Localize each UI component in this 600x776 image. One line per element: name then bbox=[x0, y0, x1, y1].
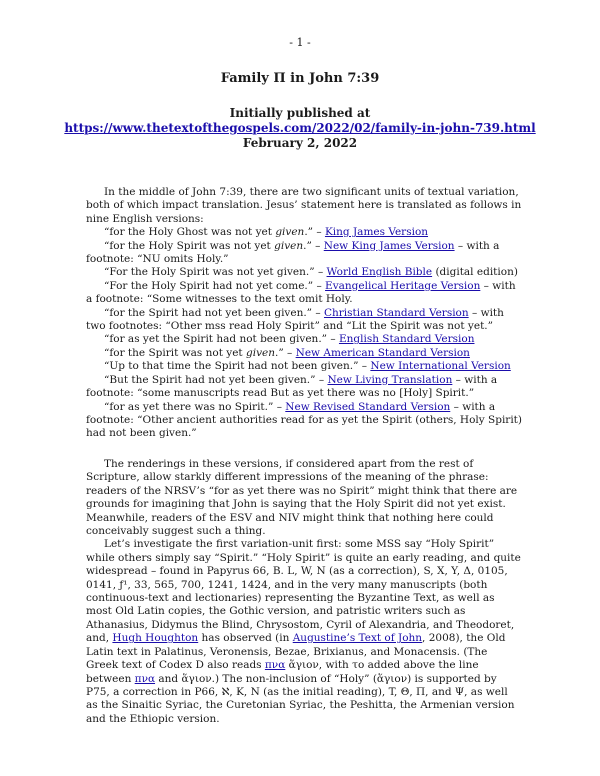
page-title: Family Π in John 7:39 bbox=[220, 71, 380, 86]
pna-link-1[interactable]: πνα bbox=[264, 659, 286, 672]
version-link[interactable]: New International Version bbox=[370, 360, 511, 373]
intro-paragraph: In the middle of John 7:39, there are two significant units of textual variation, both of which impact translation. Jesus’ statement here is translated as follows in nine English versions: bbox=[86, 186, 522, 225]
version-link[interactable]: English Standard Version bbox=[338, 333, 475, 346]
version-link[interactable]: New Living Translation bbox=[327, 373, 453, 386]
version-quote: “for as yet the Spirit had not been given.” – English Standard Version bbox=[104, 333, 475, 346]
section-analysis bbox=[86, 458, 522, 726]
published-date: February 2, 2022 bbox=[242, 136, 358, 150]
pna-link-2[interactable]: πνα bbox=[134, 672, 156, 685]
version-quote: “for as yet there was no Spirit.” – New Revised Standard Version – with a footnote: “Other ancient authorities read for as yet the Spirit (others, Holy Spirit) had not been given.” bbox=[86, 400, 523, 440]
source-url-link[interactable]: https://www.thetextofthegospels.com/2022/02/family-in-john-739.html bbox=[64, 121, 536, 135]
version-quote: “for the Spirit was not yet given.” – New American Standard Version bbox=[104, 346, 470, 359]
version-link[interactable]: World English Bible bbox=[326, 266, 433, 279]
version-link[interactable]: New American Standard Version bbox=[295, 346, 470, 359]
version-quote: “for the Spirit had not yet been given.” – Christian Standard Version – with two footnotes: “Other mss read Holy Spirit” and “Lit the Spirit was not yet.” bbox=[86, 306, 504, 333]
version-quote: “Up to that time the Spirit had not been given.” – New International Version bbox=[104, 360, 511, 373]
version-link[interactable]: New Revised Standard Version bbox=[285, 400, 451, 413]
version-quote: “for the Holy Ghost was not yet given.” – King James Version bbox=[104, 226, 429, 239]
version-quote: “For the Holy Spirit was not yet given.” – World English Bible (digital edition) bbox=[104, 266, 518, 279]
paragraph-renderings: The renderings in these versions, if considered apart from the rest of Scripture, allow starkly different impressions of the meaning of the phrase: readers of the NRSV’s “for as yet there was no Spirit” might think that there are grounds for imagining that John is saying that the Holy Spirit did not yet exist. Meanwhile, readers of the ESV and NIV might think that nothing here could conceivably suggest such a thing. bbox=[86, 458, 518, 538]
augustines-text-link[interactable]: Augustine’s Text of John bbox=[292, 632, 423, 645]
version-quote: “for the Holy Spirit was not yet given.” – New King James Version – with a footnote: “NU omits Holy.” bbox=[86, 239, 500, 266]
section-versions bbox=[86, 186, 522, 441]
version-link[interactable]: King James Version bbox=[324, 226, 429, 239]
page-number: - 1 - bbox=[289, 36, 311, 49]
version-list bbox=[86, 226, 522, 441]
version-link[interactable]: New King James Version bbox=[323, 239, 455, 252]
publication-info bbox=[0, 106, 600, 151]
paragraph-variation: Let’s investigate the first variation-unit first: some MSS say “Holy Spirit” while others simply say “Spirit.” “Holy Spirit” is quite an early reading, and quite widespread – found in Papyrus 66, B. L, W, N (as a correction), S, X, Y, Δ, 0105, 0141, ƒ¹, 33, 565, 700, 1241, 1424, and in the very many manuscripts (both continuous-text and lectionaries) representing the Byzantine Text, as well as most Old Latin copies, the Gothic version, and patristic writers such as Athanasius, Didymus the Blind, Chrysostom, Cyril of Alexandria, and Theodoret, and, Hugh Houghton has observed (in Augustine’s Text of John, 2008), the Old Latin text in Palatinus, Veronensis, Bezae, Brixianus, and Monacensis. (The Greek text of Codex D also reads πνα ἅγιον, with το added above the line between πνα and ἅγιον.) The non-inclusion of “Holy” (ἅγιον) is supported by P75, a correction in P66, ℵ, K, N (as the initial reading), T, Θ, Π, and Ψ, as well as the Sinaitic Syriac, the Curetonian Syriac, the Peshitta, the Armenian version and the Ethiopic version. bbox=[86, 538, 521, 725]
version-link[interactable]: Christian Standard Version bbox=[323, 306, 469, 319]
hugh-houghton-link[interactable]: Hugh Houghton bbox=[112, 632, 199, 645]
version-quote: “But the Spirit had not yet been given.” – New Living Translation – with a footnote: “some manuscripts read But as yet there was no [Holy] Spirit.” bbox=[86, 373, 498, 400]
version-link[interactable]: Evangelical Heritage Version bbox=[325, 279, 481, 292]
published-label: Initially published at bbox=[229, 106, 371, 120]
version-quote: “For the Holy Spirit had not yet come.” – Evangelical Heritage Version – with a footnote: “Some witnesses to the text omit Holy. bbox=[86, 279, 516, 306]
